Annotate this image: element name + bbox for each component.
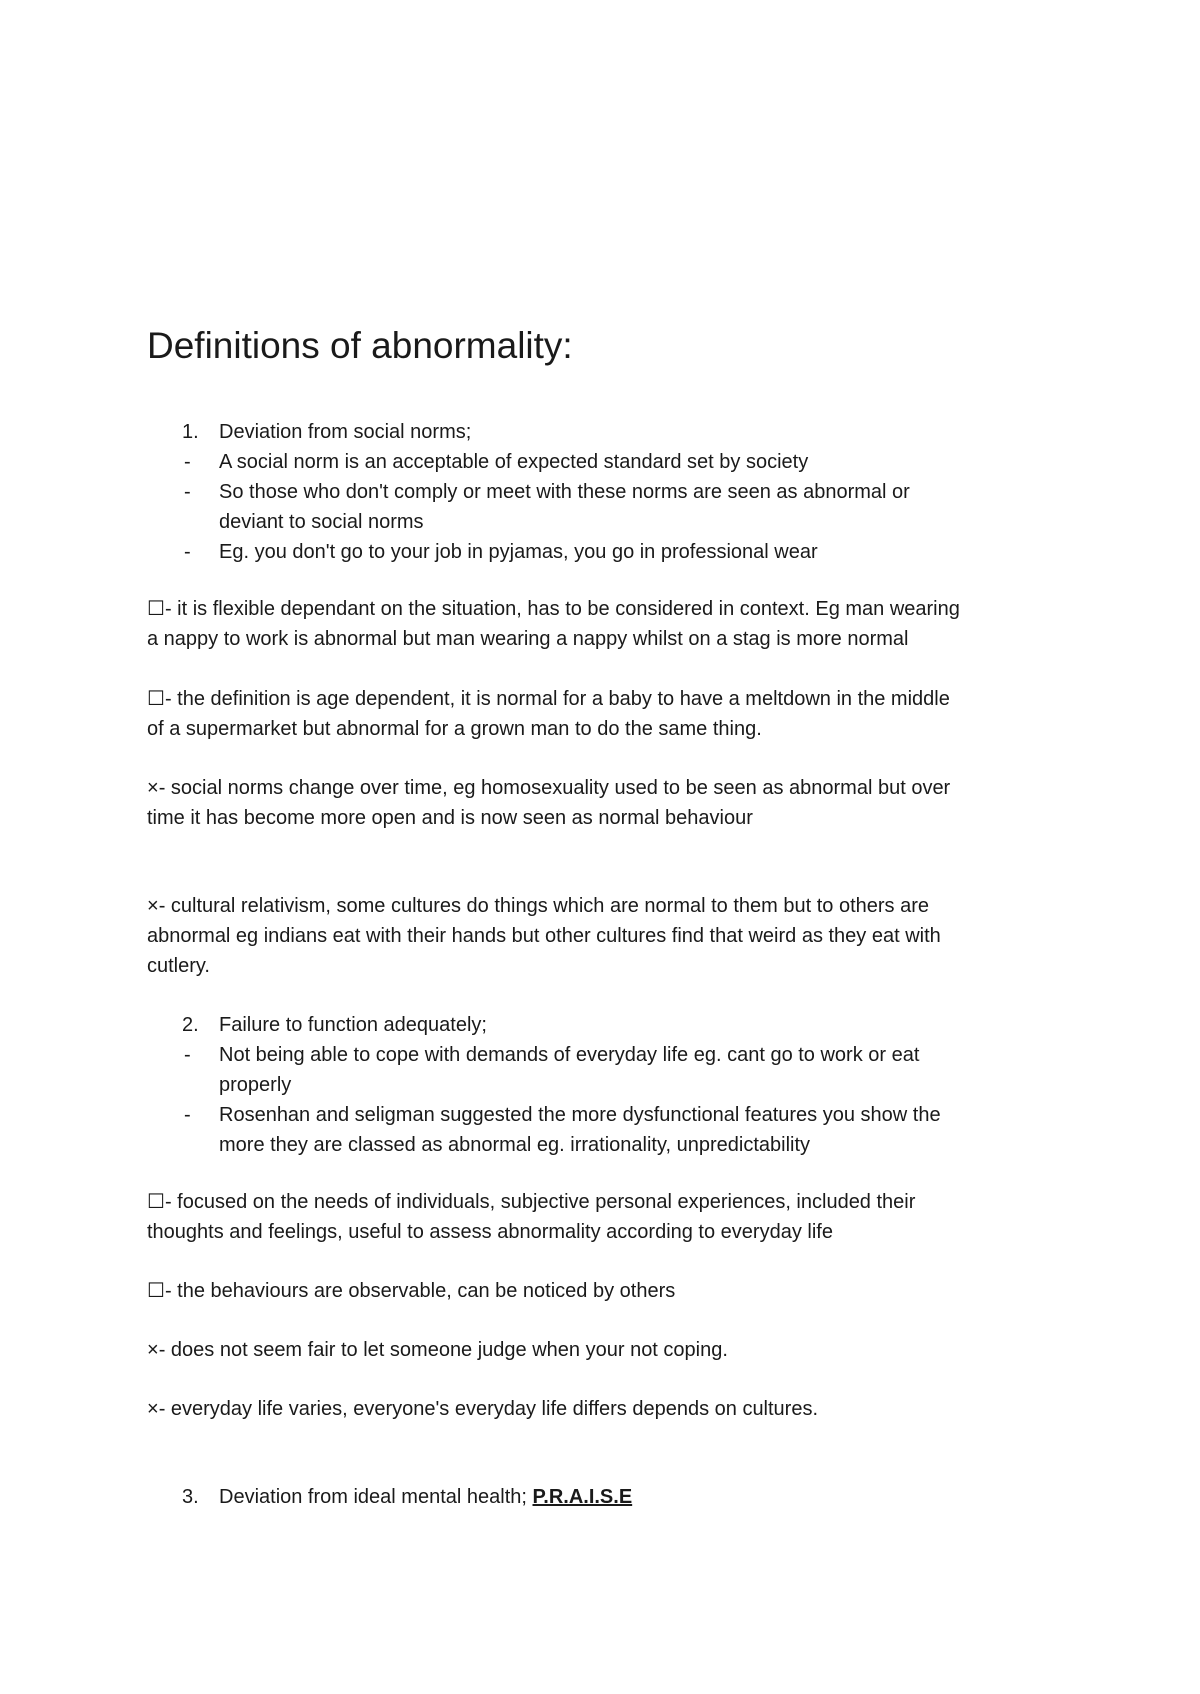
section2-list [147,1010,1067,1160]
list-item [147,1040,1067,1100]
evaluation-text: time it has become more open and is now seen as normal behaviour [147,807,753,829]
list-number: 1. [182,421,199,443]
list-item-text: A social norm is an acceptable of expected standard set by society [219,451,809,473]
checkbox-icon: ☐ [147,1280,165,1302]
list-item [147,447,1067,477]
evaluation-text: - does not seem fair to let someone judge when your not coping. [158,1339,728,1361]
evaluation-point [147,594,1067,654]
cross-icon: × [147,1339,159,1361]
evaluation-text: thoughts and feelings, useful to assess abnormality according to everyday life [147,1221,833,1243]
evaluation-point [147,1276,1067,1306]
evaluation-point [147,1394,1067,1424]
evaluation-text: - cultural relativism, some cultures do things which are normal to them but to others are [158,895,930,917]
evaluation-text: - social norms change over time, eg homosexuality used to be seen as abnormal but over [158,777,951,799]
section1-list [147,417,1067,567]
evaluation-text: - the behaviours are observable, can be noticed by others [164,1280,676,1302]
dash-marker: - [184,1104,191,1126]
checkbox-icon: ☐ [147,598,165,620]
evaluation-text: cutlery. [147,955,210,977]
list-number: 2. [182,1014,199,1036]
section1-heading-text: Deviation from social norms; [219,421,472,443]
dash-marker: - [184,1044,191,1066]
evaluation-text: - everyday life varies, everyone's everyday life differs depends on cultures. [158,1398,819,1420]
cross-icon: × [147,1398,159,1420]
dash-marker: - [184,451,191,473]
list-item [147,537,1067,567]
evaluation-point [147,891,1067,981]
list-number: 3. [182,1486,199,1508]
praise-acronym: P.R.A.I.S.E [532,1486,633,1508]
list-item [147,1100,1067,1160]
evaluation-text: - the definition is age dependent, it is normal for a baby to have a meltdown in the middle [164,688,950,710]
dash-marker: - [184,541,191,563]
cross-icon: × [147,895,159,917]
list-item-text: more they are classed as abnormal eg. irrationality, unpredictability [219,1134,811,1156]
evaluation-text: a nappy to work is abnormal but man wearing a nappy whilst on a stag is more normal [147,628,909,650]
evaluation-point [147,684,1067,744]
list-item-text: So those who don't comply or meet with these norms are seen as abnormal or [219,481,910,503]
evaluation-text: - focused on the needs of individuals, subjective personal experiences, included their [164,1191,916,1213]
checkbox-icon: ☐ [147,688,165,710]
list-item-text: Rosenhan and seligman suggested the more dysfunctional features you show the [219,1104,941,1126]
list-item [147,477,1067,537]
evaluation-text: - it is flexible dependant on the situation, has to be considered in context. Eg man wearing [164,598,960,620]
section2-heading [147,1010,1067,1040]
dash-marker: - [184,481,191,503]
list-item-text: Eg. you don't go to your job in pyjamas, you go in professional wear [219,541,818,563]
evaluation-text: of a supermarket but abnormal for a grown man to do the same thing. [147,718,762,740]
section3-heading [147,1482,1067,1512]
list-item-text: deviant to social norms [219,511,424,533]
page-title: Definitions of abnormality: [147,325,573,366]
list-item-text: Not being able to cope with demands of everyday life eg. cant go to work or eat [219,1044,920,1066]
evaluation-point [147,1187,1067,1247]
section3-heading-text: Deviation from ideal mental health; [219,1486,533,1508]
section1-heading [147,417,1067,447]
section2-heading-text: Failure to function adequately; [219,1014,487,1036]
section3-list [147,1482,1067,1512]
evaluation-text: abnormal eg indians eat with their hands but other cultures find that weird as they eat with [147,925,941,947]
checkbox-icon: ☐ [147,1191,165,1213]
evaluation-point [147,773,1067,833]
evaluation-point [147,1335,1067,1365]
list-item-text: properly [219,1074,292,1096]
cross-icon: × [147,777,159,799]
